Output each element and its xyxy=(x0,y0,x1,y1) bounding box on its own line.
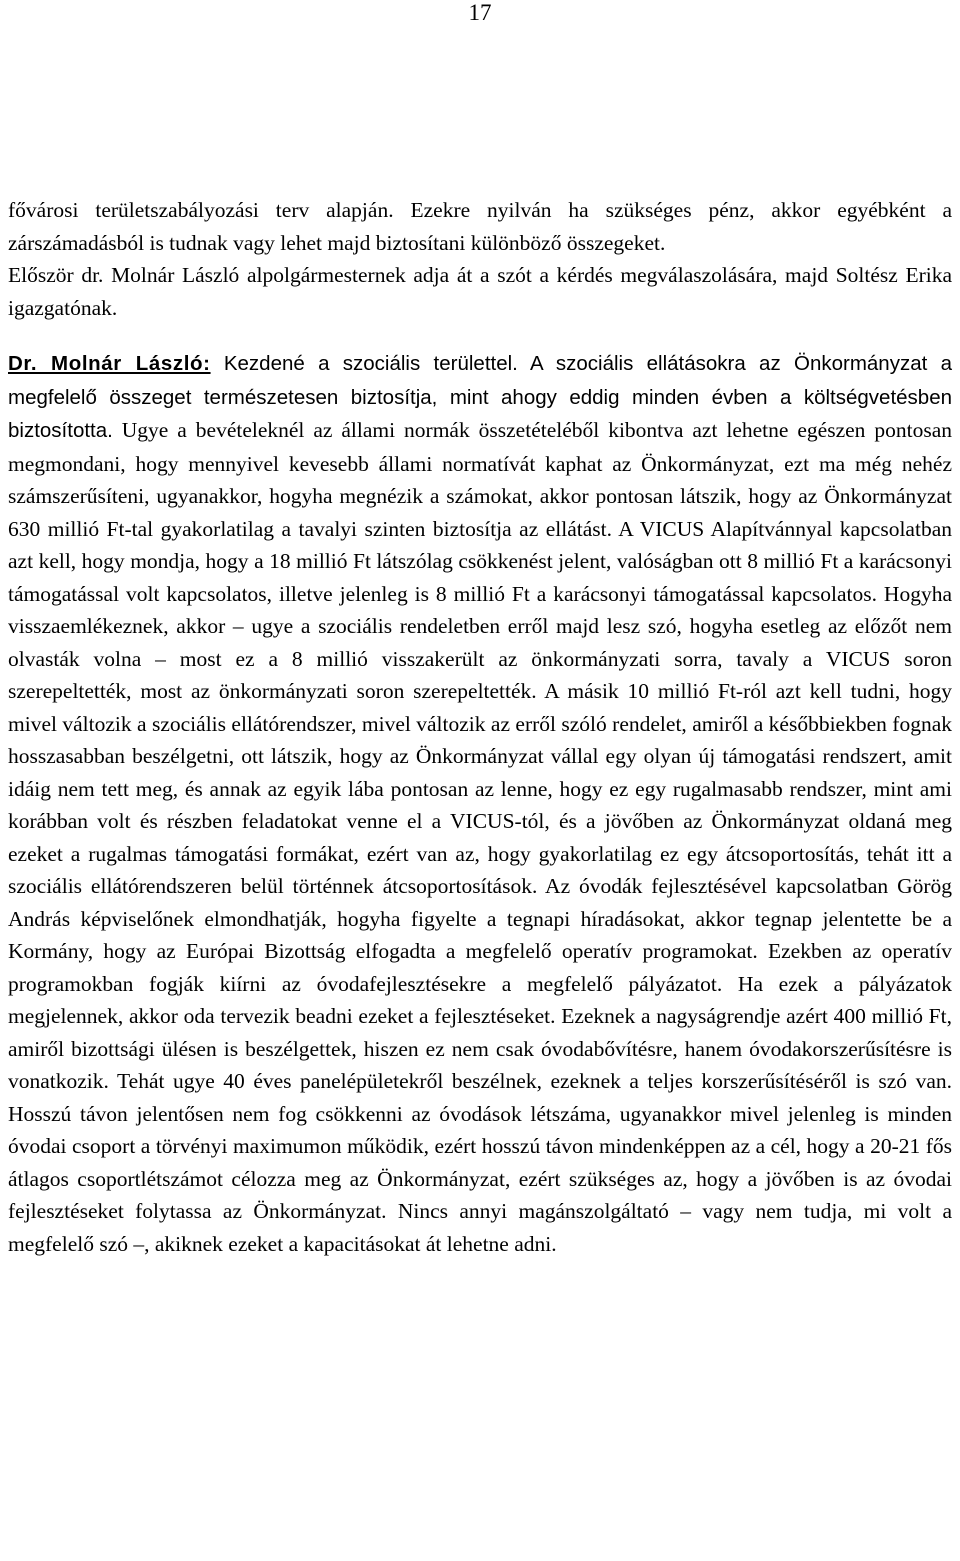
page-number: 17 xyxy=(468,0,492,25)
speech-body: Ugye a bevételeknél az állami normák összetételéből kibontva azt lehetne egészen pontosan megmondani, hogy mennyivel kevesebb állami normatívát kaphat az Önkormányzat, ezt ma még nehéz számszerűsíteni, ugyanakkor, hogyha megnézik a számokat, akkor pontosan látszik, hogy az Önkormányzat 630 millió Ft-tal gyakorlatilag a tavalyi szinten biztosítja az ellátást. A VICUS Alapítvánnyal kapcsolatban azt kell, hogy mondja, hogy a 18 millió Ft látszólag csökkenést jelent, valóságban ott 8 millió Ft a karácsonyi támogatással volt kapcsolatos, illetve jelenleg is 8 millió Ft a karácsonyi támogatással kapcsolatos. Hogyha visszaemlékeznek, akkor – ugye a szociális rendeletben erről majd lesz szó, hogyha esetleg az előzőt nem olvasták volna – most ez a 8 millió visszakerült az önkormányzati sorra, tavaly a VICUS soron szerepeltették, most az önkormányzati soron szerepeltették. A másik 10 millió Ft-ról azt kell tudni, hogy mivel változik a szociális ellátórendszer, mivel változik az erről szóló rendelet, amiről a későbbiekben fognak hosszasabban beszélgetni, ott látszik, hogy az Önkormányzat vállal egy olyan új támogatási rendszert, amit idáig nem tett meg, és annak az egyik lába pontosan az lenne, hogy ez egy rugalmasabb rendszer, mint ami korábban volt és részben feladatokat venne el a VICUS-tól, és a jövőben az Önkormányzat oldaná meg ezeket a rugalmas támogatási formákat, ezért van az, hogy gyakorlatilag ez egy átcsoportosítás, tehát itt a szociális ellátórendszeren belül történnek átcsoportosítások. Az óvodák fejlesztésével kapcsolatban Görög András képviselőnek elmondhatják, hogyha figyelte a tegnapi híradásokat, akkor tegnap jelentette be a Kormány, hogy az Európai Bizottság elfogadta a megfelelő operatív programokat. Ezekben az operatív programokban fogják kiírni az óvodafejlesztésekre a megfelelő pályázatot. Ha ezek a pályázatok megjelennek, akkor oda tervezik beadni ezeket a fejlesztéseket. Ezeknek a nagyságrendje azért 400 millió Ft, amiről bizottsági ülésen is beszélgettek, hiszen ez nem csak óvodabővítésre, hanem óvodakorszerűsítésre is vonatkozik. Tehát ugye 40 éves panelépületekről beszélnek, ezeknek a teljes korszerűsítéséről is szó van. Hosszú távon jelentősen nem fog csökkenni az óvodások létszáma, ugyanakkor mivel jelenleg is minden óvodai csoport a törvényi maximumon működik, ezért hosszú távon mindenképpen az a cél, hogy a 20-21 fős átlagos csoportlétszámot célozza meg az Önkormányzat, ezért szükséges az, hogy a jövőben is az óvodai fejlesztéseket folytassa az Önkormányzat. Nincs annyi magánszolgáltató – vagy nem tudja, mi volt a megfelelő szó –, akiknek ezeket a kapacitásokat át lehetne adni. xyxy=(8,418,952,1256)
speech-opening: Kezdené a szociális területtel. A szociális ellátásokra az Önkormányzat a megfelelő összeget természetesen biztosítja, mint ahogy eddig minden évben a költségvetésben biztosította. xyxy=(8,352,952,442)
paragraph-speech xyxy=(8,347,952,1260)
document-body xyxy=(8,194,952,1260)
paragraph-intro: fővárosi területszabályozási terv alapján. Ezekre nyilván ha szükséges pénz, akkor egyébként a zárszámadásból is tudnak vagy lehet majd biztosítani különböző összegeket. xyxy=(8,198,952,255)
paragraph-handover: Először dr. Molnár László alpolgármesternek adja át a szót a kérdés megválaszolására, majd Soltész Erika igazgatónak. xyxy=(8,263,952,320)
speaker-name: Dr. Molnár László: xyxy=(8,352,211,375)
